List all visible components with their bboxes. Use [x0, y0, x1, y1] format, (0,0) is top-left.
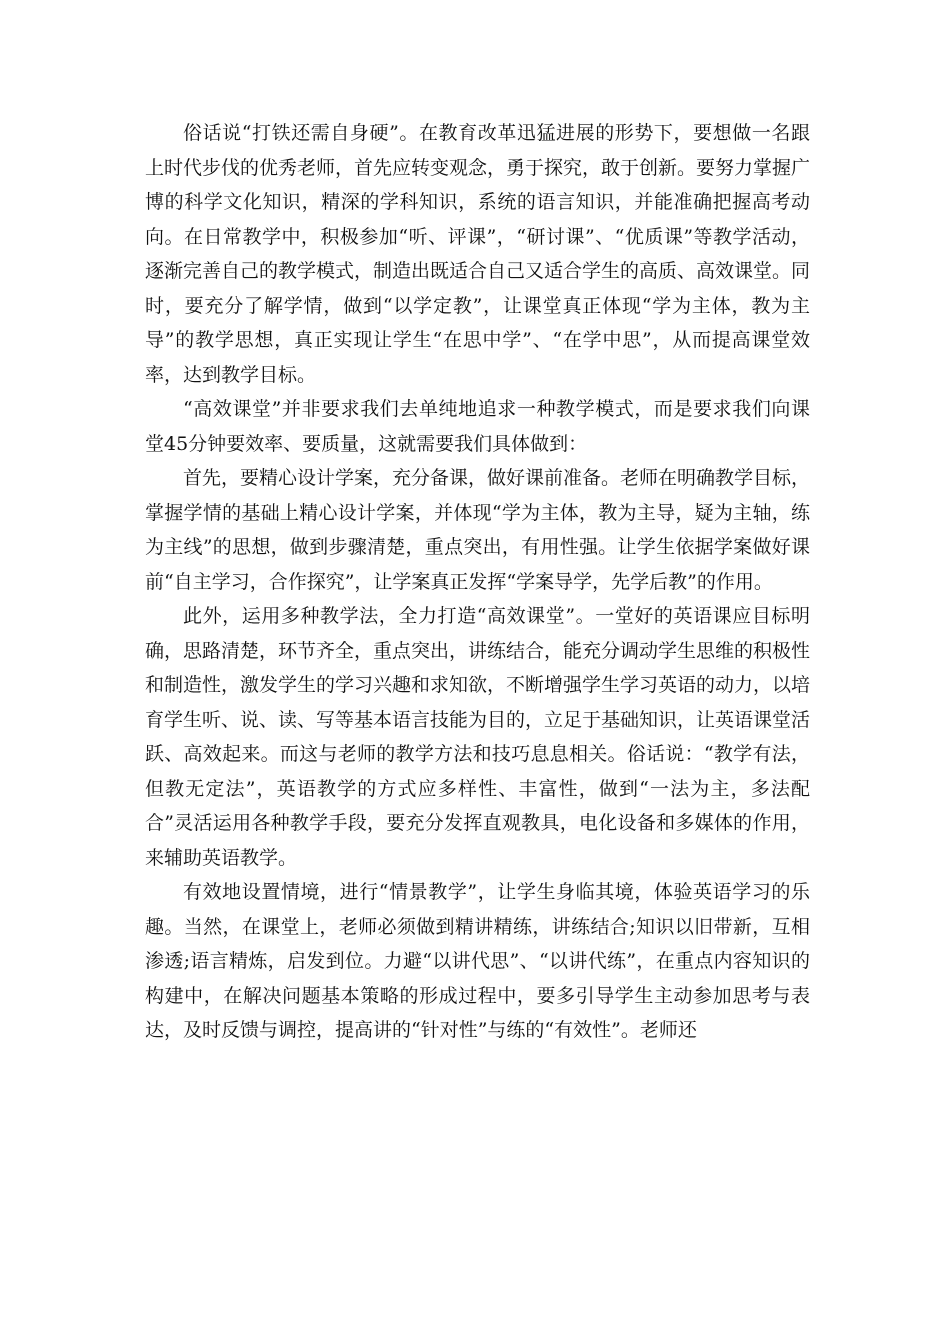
paragraph-2: “高效课堂”并非要求我们去单纯地追求一种教学模式，而是要求我们向课堂45分钟要效率、要质量，这就需要我们具体做到：	[145, 398, 810, 455]
paragraph-5: 有效地设置情境，进行“情景教学”，让学生身临其境，体验英语学习的乐趣。当然，在课堂上，老师必须做到精讲精练，讲练结合;知识以旧带新，互相渗透;语言精炼，启发到位。力避“以讲代思”、“以讲代练”，在重点内容知识的构建中，在解决问题基本策略的形成过程中，要多引导学生主动参加思考与表达，及时反馈与调控，提高讲的“针对性”与练的“有效性”。老师还	[145, 881, 810, 1041]
paragraph-3: 首先，要精心设计学案，充分备课，做好课前准备。老师在明确教学目标，掌握学情的基础上精心设计学案，并体现“学为主体，教为主导，疑为主轴，练为主线”的思想，做到步骤清楚，重点突出，有用性强。让学生依据学案做好课前“自主学习，合作探究”，让学案真正发挥“学案导学，先学后教”的作用。	[145, 467, 811, 593]
paragraph-1: 俗话说“打铁还需自身硬”。在教育改革迅猛进展的形势下，要想做一名跟上时代步伐的优秀老师，首先应转变观念，勇于探究，敢于创新。要努力掌握广博的科学文化知识，精深的学科知识，系统的语言知识，并能准确把握高考动向。在日常教学中，积极参加“听、评课”，“研讨课”、“优质课”等教学活动，逐渐完善自己的教学模式，制造出既适合自己又适合学生的高质、高效课堂。同时，要充分了解学情，做到“以学定教”，让课堂真正体现“学为主体，教为主导”的教学思想，真正实现让学生“在思中学”、“在学中思”，从而提高课堂效率，达到教学目标。	[145, 122, 811, 386]
document-body	[145, 116, 810, 1048]
paragraph-4: 此外，运用多种教学法，全力打造“高效课堂”。一堂好的英语课应目标明确，思路清楚，环节齐全，重点突出，讲练结合，能充分调动学生思维的积极性和制造性，激发学生的学习兴趣和求知欲，不断增强学生学习英语的动力，以培育学生听、说、读、写等基本语言技能为目的，立足于基础知识，让英语课堂活跃、高效起来。而这与老师的教学方法和技巧息息相关。俗话说：“教学有法，但教无定法”，英语教学的方式应多样性、丰富性，做到“一法为主，多法配合”灵活运用各种教学手段，要充分发挥直观教具，电化设备和多媒体的作用，来辅助英语教学。	[145, 605, 811, 869]
